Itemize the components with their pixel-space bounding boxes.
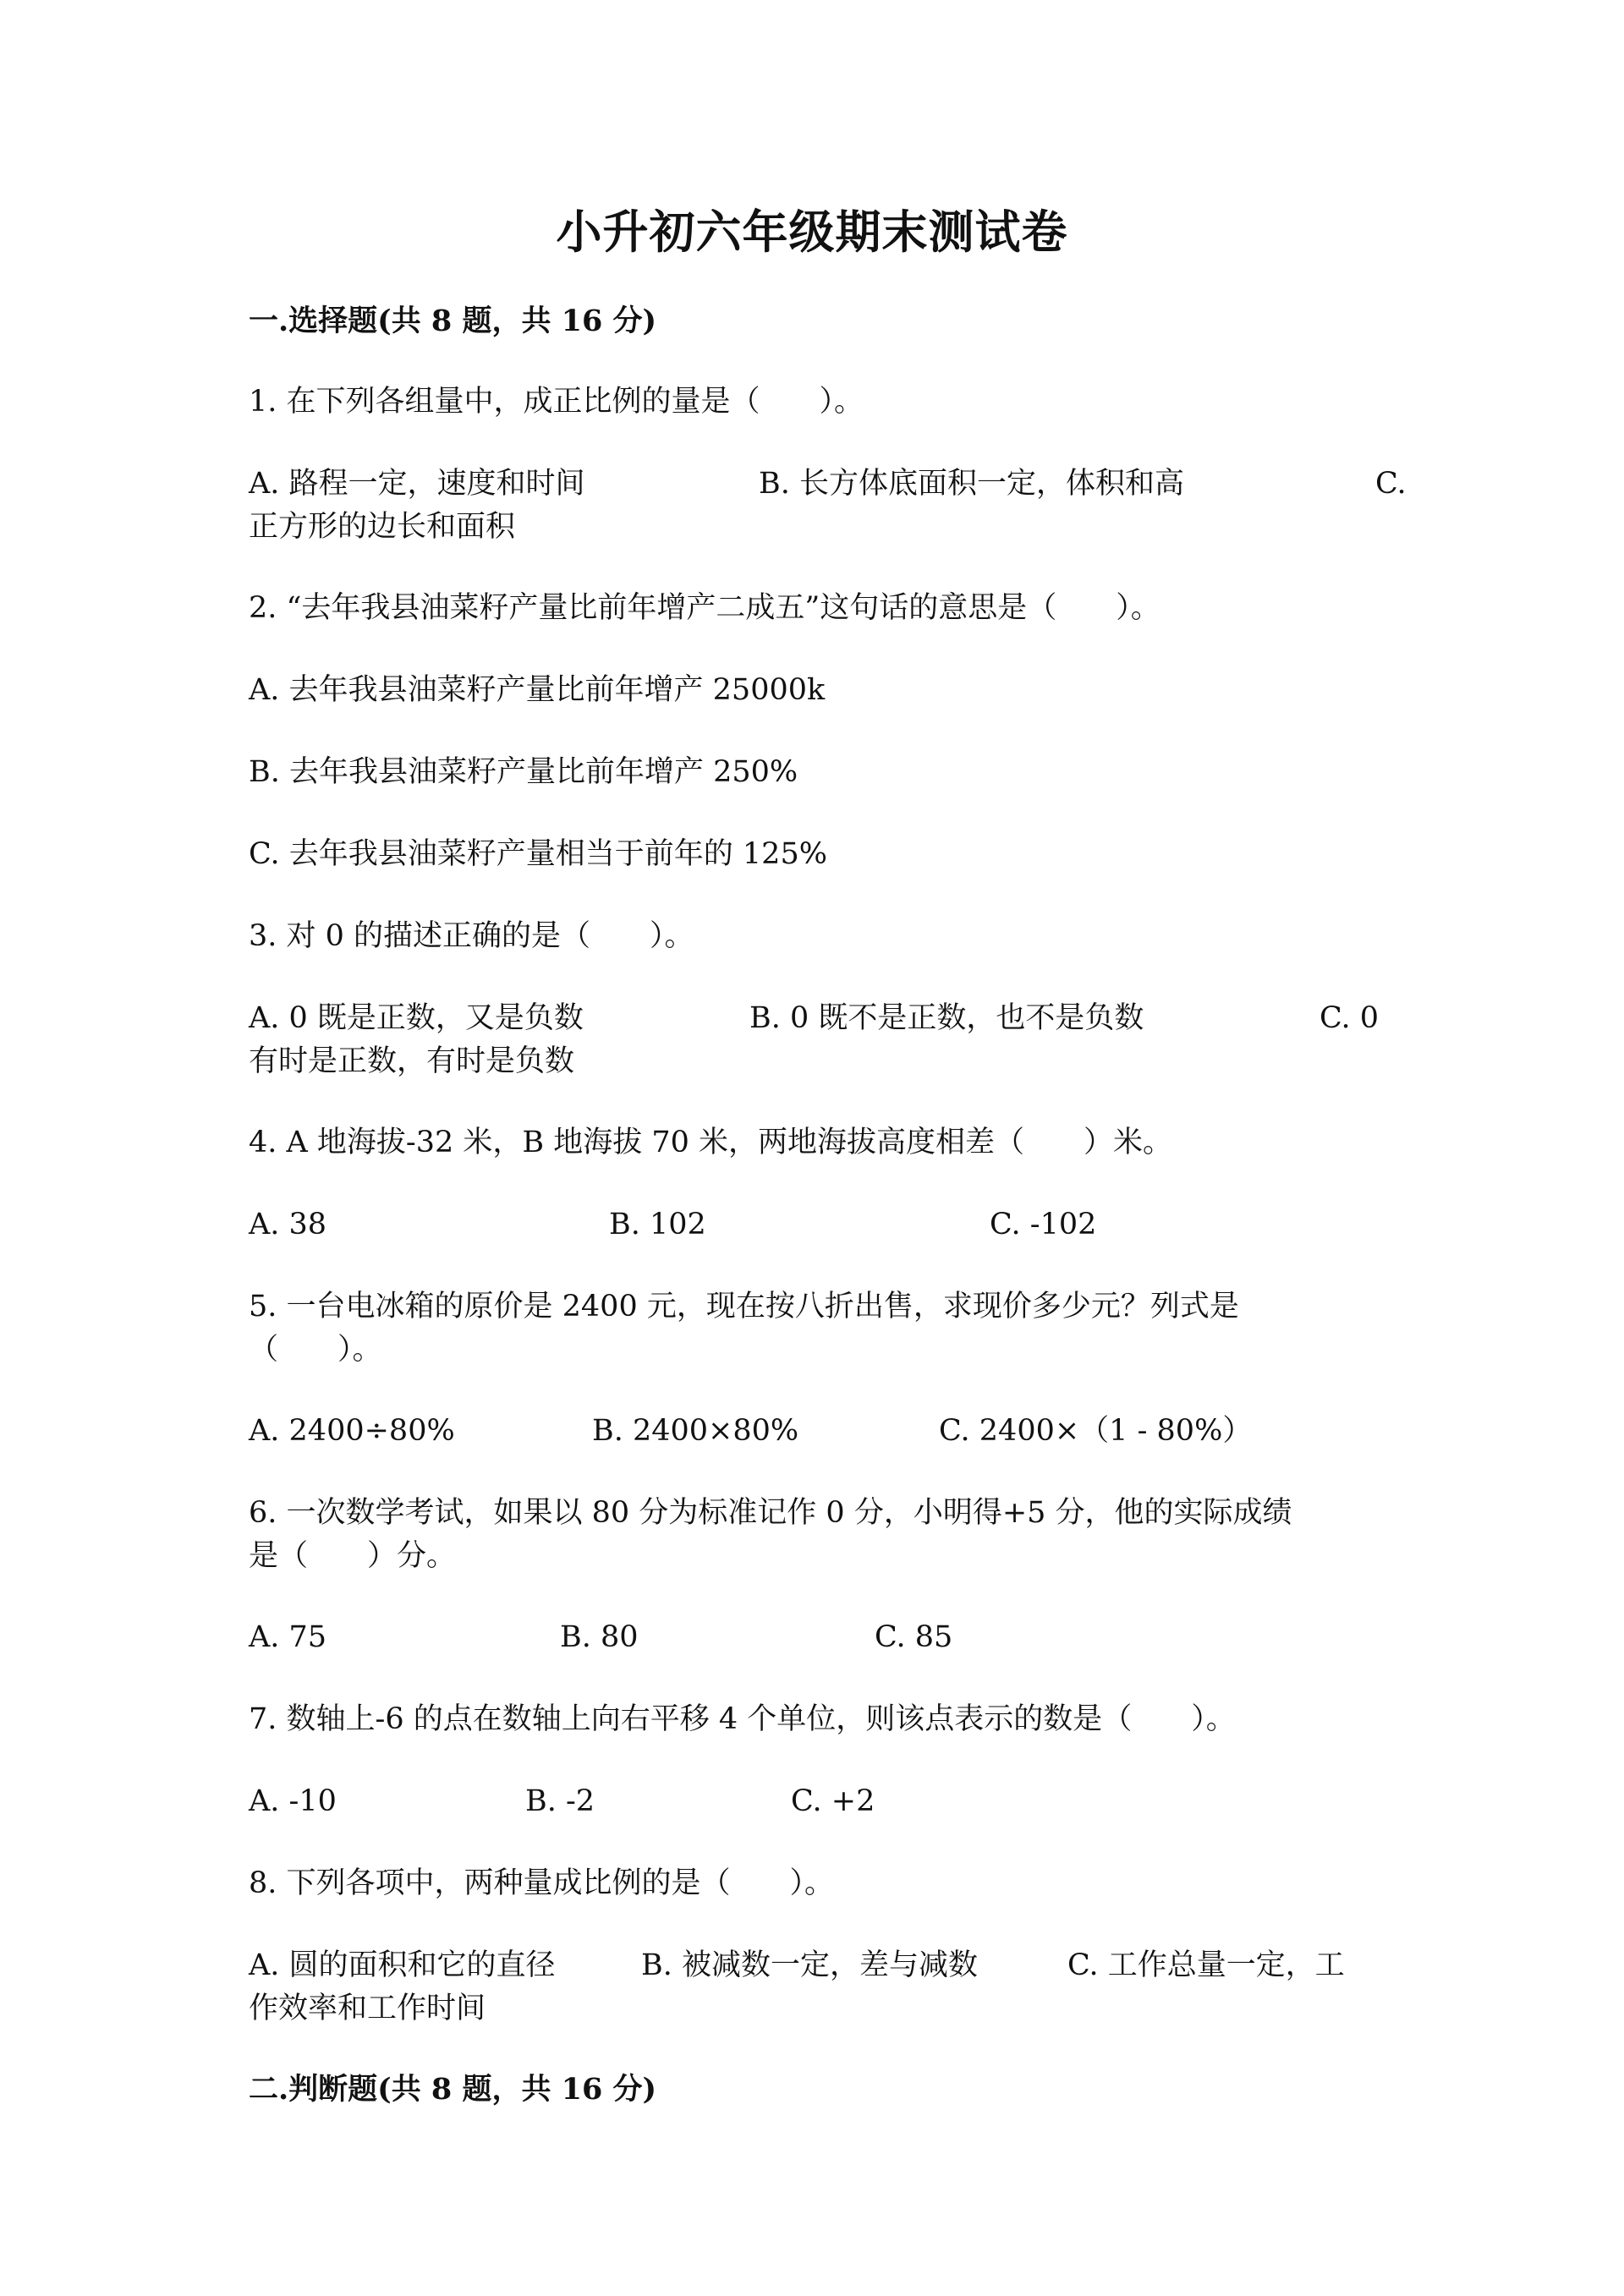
question-6-option-a: A. 75 — [249, 1620, 327, 1654]
question-7-option-a: A. -10 — [249, 1784, 337, 1818]
question-5-stem-wrap: （ ）。 — [249, 1333, 382, 1367]
question-1-option-c-wrap: 正方形的边长和面积 — [249, 510, 516, 544]
question-5-option-b: B. 2400×80% — [592, 1414, 799, 1448]
question-7-stem: 7. 数轴上-6 的点在数轴上向右平移 4 个单位，则该点表示的数是（ ）。 — [249, 1702, 1236, 1736]
question-4-option-b: B. 102 — [609, 1208, 706, 1241]
question-4-stem: 4. A 地海拔-32 米，B 地海拔 70 米，两地海拔高度相差（ ）米。 — [249, 1126, 1173, 1159]
question-8-option-c: C. 工作总量一定，工 — [1067, 1948, 1345, 1982]
page-title: 小升初六年级期末测试卷 — [556, 205, 1068, 259]
question-8-stem: 8. 下列各项中，两种量成比例的是（ ）。 — [249, 1866, 835, 1900]
question-4-option-a: A. 38 — [249, 1208, 327, 1241]
question-1-stem: 1. 在下列各组量中，成正比例的量是（ ）。 — [249, 385, 864, 419]
question-3-option-b: B. 0 既不是正数，也不是负数 — [749, 1001, 1144, 1035]
question-5-option-a: A. 2400÷80% — [249, 1414, 455, 1448]
question-3-option-c: C. 0 — [1320, 1001, 1380, 1035]
question-6-stem: 6. 一次数学考试，如果以 80 分为标准记作 0 分，小明得+5 分，他的实际成绩 — [249, 1496, 1292, 1530]
question-8-option-a: A. 圆的面积和它的直径 — [249, 1948, 556, 1982]
question-4-option-c: C. -102 — [990, 1208, 1097, 1241]
question-6-option-b: B. 80 — [560, 1620, 639, 1654]
question-7-option-b: B. -2 — [525, 1784, 595, 1818]
question-3-option-c-wrap: 有时是正数，有时是负数 — [249, 1044, 575, 1078]
question-5-option-c: C. 2400×（1 - 80%） — [939, 1414, 1253, 1448]
question-7-option-c: C. +2 — [791, 1784, 875, 1818]
section-heading-choice: 一.选择题(共 8 题，共 16 分) — [249, 304, 657, 338]
question-8-option-c-wrap: 作效率和工作时间 — [249, 1992, 486, 2025]
question-2-option-a: A. 去年我县油菜籽产量比前年增产 25000k — [249, 673, 826, 707]
question-2-option-b: B. 去年我县油菜籽产量比前年增产 250% — [249, 755, 798, 789]
question-6-stem-wrap: 是（ ）分。 — [249, 1539, 457, 1573]
question-1-option-c: C. — [1375, 467, 1407, 501]
question-1-option-a: A. 路程一定，速度和时间 — [249, 467, 585, 501]
question-5-stem: 5. 一台电冰箱的原价是 2400 元，现在按八折出售，求现价多少元？列式是 — [249, 1290, 1239, 1323]
question-3-stem: 3. 对 0 的描述正确的是（ ）。 — [249, 919, 694, 953]
question-8-option-b: B. 被减数一定，差与减数 — [641, 1948, 978, 1982]
question-2-option-c: C. 去年我县油菜籽产量相当于前年的 125% — [249, 837, 827, 871]
question-2-stem: 2. “去年我县油菜籽产量比前年增产二成五”这句话的意思是（ ）。 — [249, 591, 1160, 625]
question-1-option-b: B. 长方体底面积一定，体积和高 — [759, 467, 1184, 501]
section-heading-judgement: 二.判断题(共 8 题，共 16 分) — [249, 2072, 657, 2107]
question-6-option-c: C. 85 — [875, 1620, 953, 1654]
question-3-option-a: A. 0 既是正数，又是负数 — [249, 1001, 584, 1035]
